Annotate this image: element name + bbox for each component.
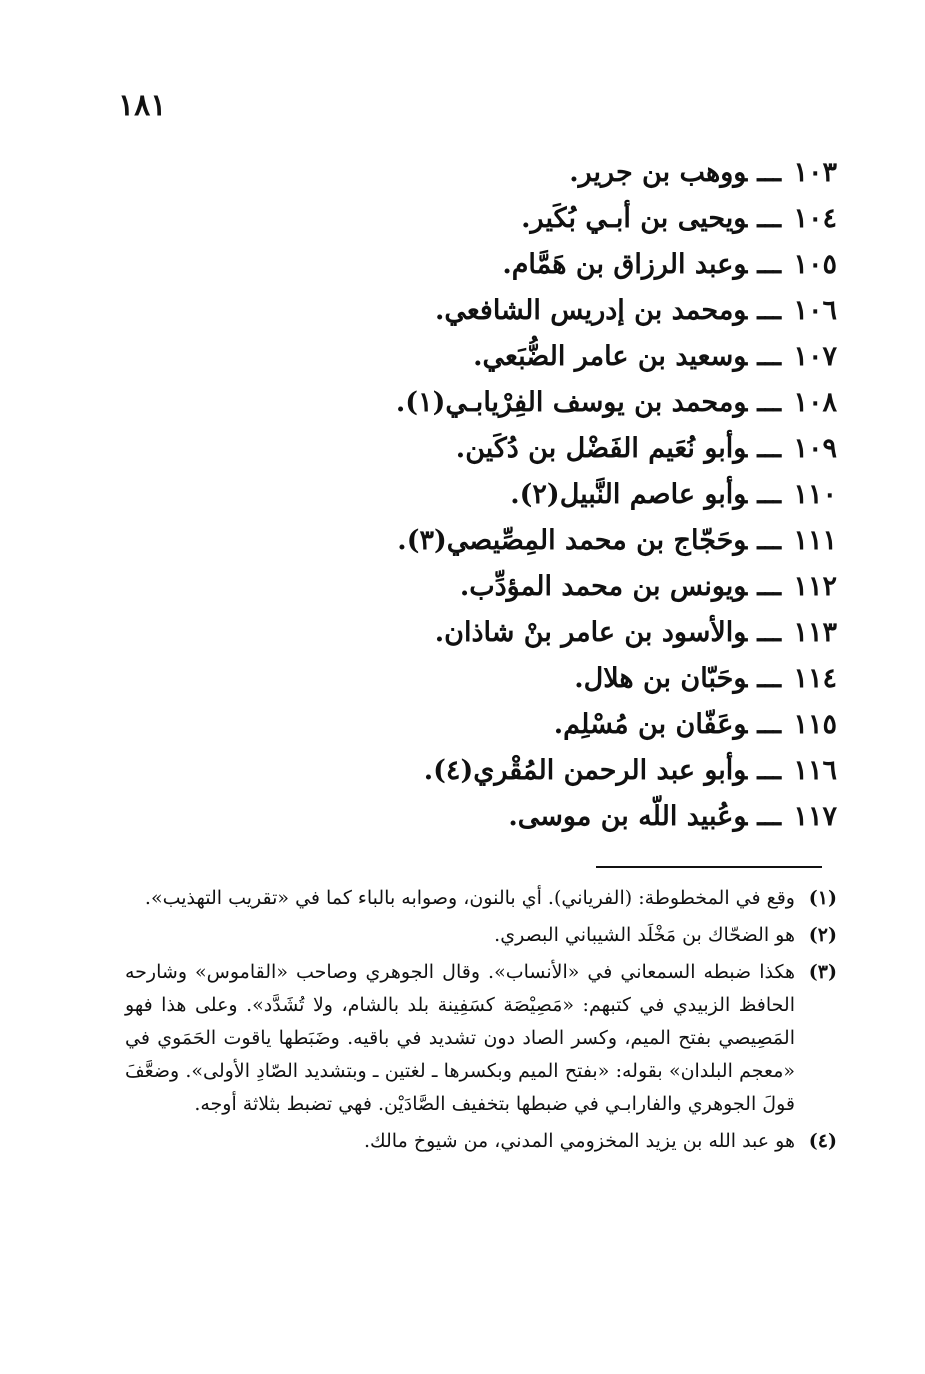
footnotes xyxy=(125,882,837,1162)
entry-text: وعبد الرزاق بن هَمَّام. xyxy=(502,249,748,280)
list-item xyxy=(317,610,837,656)
list-item xyxy=(317,426,837,472)
footnote xyxy=(125,956,837,1121)
entry-text: وأبو عاصم النَّبيل(٢). xyxy=(510,479,748,510)
footnote-text: هكذا ضبطه السمعاني في «الأنساب». وقال الجوهري وصاحب «القاموس» وشارحه الحافظ الزبيدي في كتبهم: «مَصِيْصَة كسَفِينة بلد بالشام، ولا تُشَدَّد». وعلى هذا فهو المَصِيصي بفتح الميم، وكسر الصاد دون تشديد في باقيه. وضَبَطها ياقوت الحَمَوي في «معجم البلدان» بقوله: «بفتح الميم وبكسرها ـ لغتين ـ وبتشديد الصّادِ الأولى». وضعَّفَ قولَ الجوهري والفارابـي في ضبطها بتخفيف الصَّادَيْن. فهي تضبط بثلاثة أوجه. xyxy=(125,961,795,1115)
list-item xyxy=(317,196,837,242)
footnote-mark: (١) xyxy=(808,887,837,909)
footnote-divider xyxy=(596,866,822,868)
entry-dash: ـــ xyxy=(757,709,781,740)
footnote xyxy=(125,1125,837,1158)
footnote xyxy=(125,882,837,915)
footnote-mark: (٤) xyxy=(808,1130,837,1152)
page-number: ١٨١ xyxy=(118,88,167,123)
footnote xyxy=(125,919,837,952)
entry-dash: ـــ xyxy=(757,479,781,510)
list-item xyxy=(317,472,837,518)
footnote-mark: (٣) xyxy=(808,961,837,983)
entry-dash: ـــ xyxy=(757,203,781,234)
list-item xyxy=(317,748,837,794)
entry-number: ١٠٩ xyxy=(793,433,837,464)
entry-dash: ـــ xyxy=(757,249,781,280)
entry-number: ١٠٤ xyxy=(793,203,837,234)
entry-dash: ـــ xyxy=(757,801,781,832)
list-item xyxy=(317,288,837,334)
entry-dash: ـــ xyxy=(757,341,781,372)
footnote-text: وقع في المخطوطة: (الفرياني). أي بالنون، وصوابه بالباء كما في «تقريب التهذيب». xyxy=(144,887,795,909)
list-item xyxy=(317,380,837,426)
list-item xyxy=(317,150,837,196)
entry-number: ١١٧ xyxy=(793,801,837,832)
entry-text: وأبو عبد الرحمن المُقْري(٤). xyxy=(423,755,748,786)
entry-dash: ـــ xyxy=(757,617,781,648)
entry-text: ويونس بن محمد المؤدِّب. xyxy=(459,571,748,602)
list-item xyxy=(317,518,837,564)
entry-number: ١١٢ xyxy=(793,571,837,602)
footnote-mark: (٢) xyxy=(808,924,837,946)
entry-dash: ـــ xyxy=(757,387,781,418)
entry-number: ١٠٣ xyxy=(793,157,837,188)
entry-dash: ـــ xyxy=(757,525,781,556)
narrator-list xyxy=(317,150,837,840)
entry-text: وحَبّان بن هلال. xyxy=(574,663,748,694)
entry-number: ١١٣ xyxy=(793,617,837,648)
list-item xyxy=(317,656,837,702)
entry-text: وسعيد بن عامر الضُّبَعي. xyxy=(473,341,748,372)
entry-dash: ـــ xyxy=(757,157,781,188)
entry-dash: ـــ xyxy=(757,571,781,602)
entry-number: ١١١ xyxy=(793,525,837,556)
list-item xyxy=(317,794,837,840)
entry-text: والأسود بن عامر بنْ شاذان. xyxy=(434,617,748,648)
entry-number: ١١٦ xyxy=(793,755,837,786)
entry-number: ١٠٥ xyxy=(793,249,837,280)
footnote-text: هو عبد الله بن يزيد المخزومي المدني، من شيوخ مالك. xyxy=(363,1130,795,1152)
entry-text: وحَجّاج بن محمد المِصِّيصي(٣). xyxy=(397,525,748,556)
list-item xyxy=(317,334,837,380)
entry-text: ويحيى بن أبـي بُكَير. xyxy=(521,203,748,234)
entry-text: وأبو نُعَيم الفَضْل بن دُكَين. xyxy=(455,433,748,464)
entry-dash: ـــ xyxy=(757,755,781,786)
entry-dash: ـــ xyxy=(757,663,781,694)
entry-dash: ـــ xyxy=(757,295,781,326)
entry-text: ومحمد بن إدريس الشافعي. xyxy=(434,295,748,326)
entry-text: ووهب بن جرير. xyxy=(569,157,748,188)
entry-text: وعُبيد اللّه بن موسى. xyxy=(508,801,748,832)
list-item xyxy=(317,564,837,610)
entry-number: ١٠٨ xyxy=(793,387,837,418)
entry-number: ١١٤ xyxy=(793,663,837,694)
entry-number: ١٠٧ xyxy=(793,341,837,372)
entry-text: ومحمد بن يوسف الفِرْيابـي(١). xyxy=(395,387,748,418)
entry-dash: ـــ xyxy=(757,433,781,464)
list-item xyxy=(317,242,837,288)
list-item xyxy=(317,702,837,748)
entry-text: وعَفّان بن مُسْلِم. xyxy=(553,709,748,740)
entry-number: ١٠٦ xyxy=(793,295,837,326)
entry-number: ١١٠ xyxy=(793,479,837,510)
entry-number: ١١٥ xyxy=(793,709,837,740)
footnote-text: هو الضحّاك بن مَخْلَد الشيباني البصري. xyxy=(494,924,795,946)
